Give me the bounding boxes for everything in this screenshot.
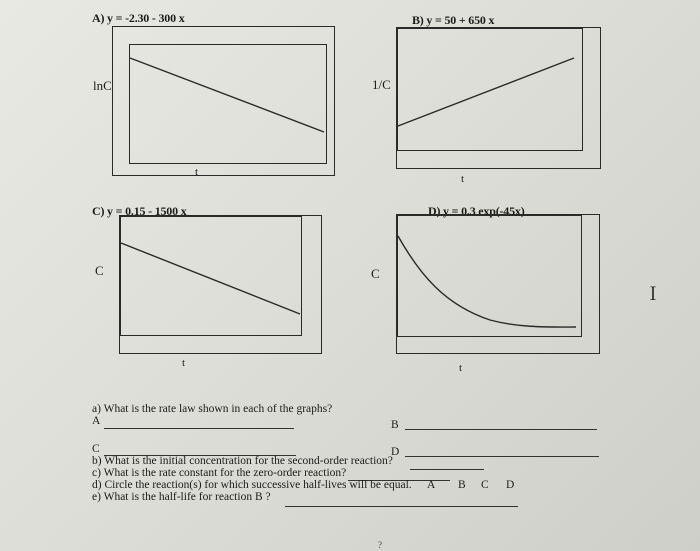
circle-option-d[interactable]: D: [506, 479, 515, 491]
graph-d-title: D) y = 0.3 exp(-45x): [428, 204, 525, 218]
graph-b-ylabel: 1/C: [372, 77, 391, 92]
question-c: c) What is the rate constant for the zero-order reaction?: [92, 467, 347, 479]
graph-c-xlabel: t: [182, 357, 186, 369]
answer-label-a: A: [92, 415, 101, 427]
graph-b-title: B) y = 50 + 650 x: [412, 13, 495, 27]
answer-label-c: C: [92, 443, 100, 455]
graph-d-xlabel: t: [459, 362, 463, 374]
text-cursor-icon: Ｉ: [644, 284, 662, 305]
graph-c-title: C) y = 0.15 - 1500 x: [92, 204, 187, 218]
circle-option-a[interactable]: A: [427, 479, 436, 491]
circle-option-b[interactable]: B: [458, 479, 466, 491]
question-d: d) Circle the reaction(s) for which successive half-lives will be equal.: [92, 479, 412, 491]
question-b: b) What is the initial concentration for the second-order reaction?: [92, 455, 393, 467]
graph-a-title: A) y = -2.30 - 300 x: [92, 11, 185, 25]
question-e: e) What is the half-life for reaction B ?: [92, 491, 271, 503]
answer-field-q-e[interactable]: [285, 506, 518, 507]
page-mark: ?: [378, 540, 382, 550]
question-a: a) What is the rate law shown in each of the graphs?: [92, 403, 333, 415]
graph-a-ylabel: lnC: [93, 78, 112, 93]
graph-c-ylabel: C: [95, 263, 104, 278]
circle-option-c[interactable]: C: [481, 479, 489, 491]
answer-field-a[interactable]: [104, 428, 294, 429]
answer-label-b: B: [391, 419, 399, 431]
graph-d-ylabel: C: [371, 266, 380, 281]
answer-label-d: D: [391, 446, 400, 458]
graph-a-xlabel: t: [195, 166, 199, 178]
answer-field-b[interactable]: [405, 429, 597, 430]
answer-field-q-b[interactable]: [410, 469, 484, 470]
graph-b-xlabel: t: [461, 173, 465, 185]
answer-field-d[interactable]: [405, 456, 599, 457]
